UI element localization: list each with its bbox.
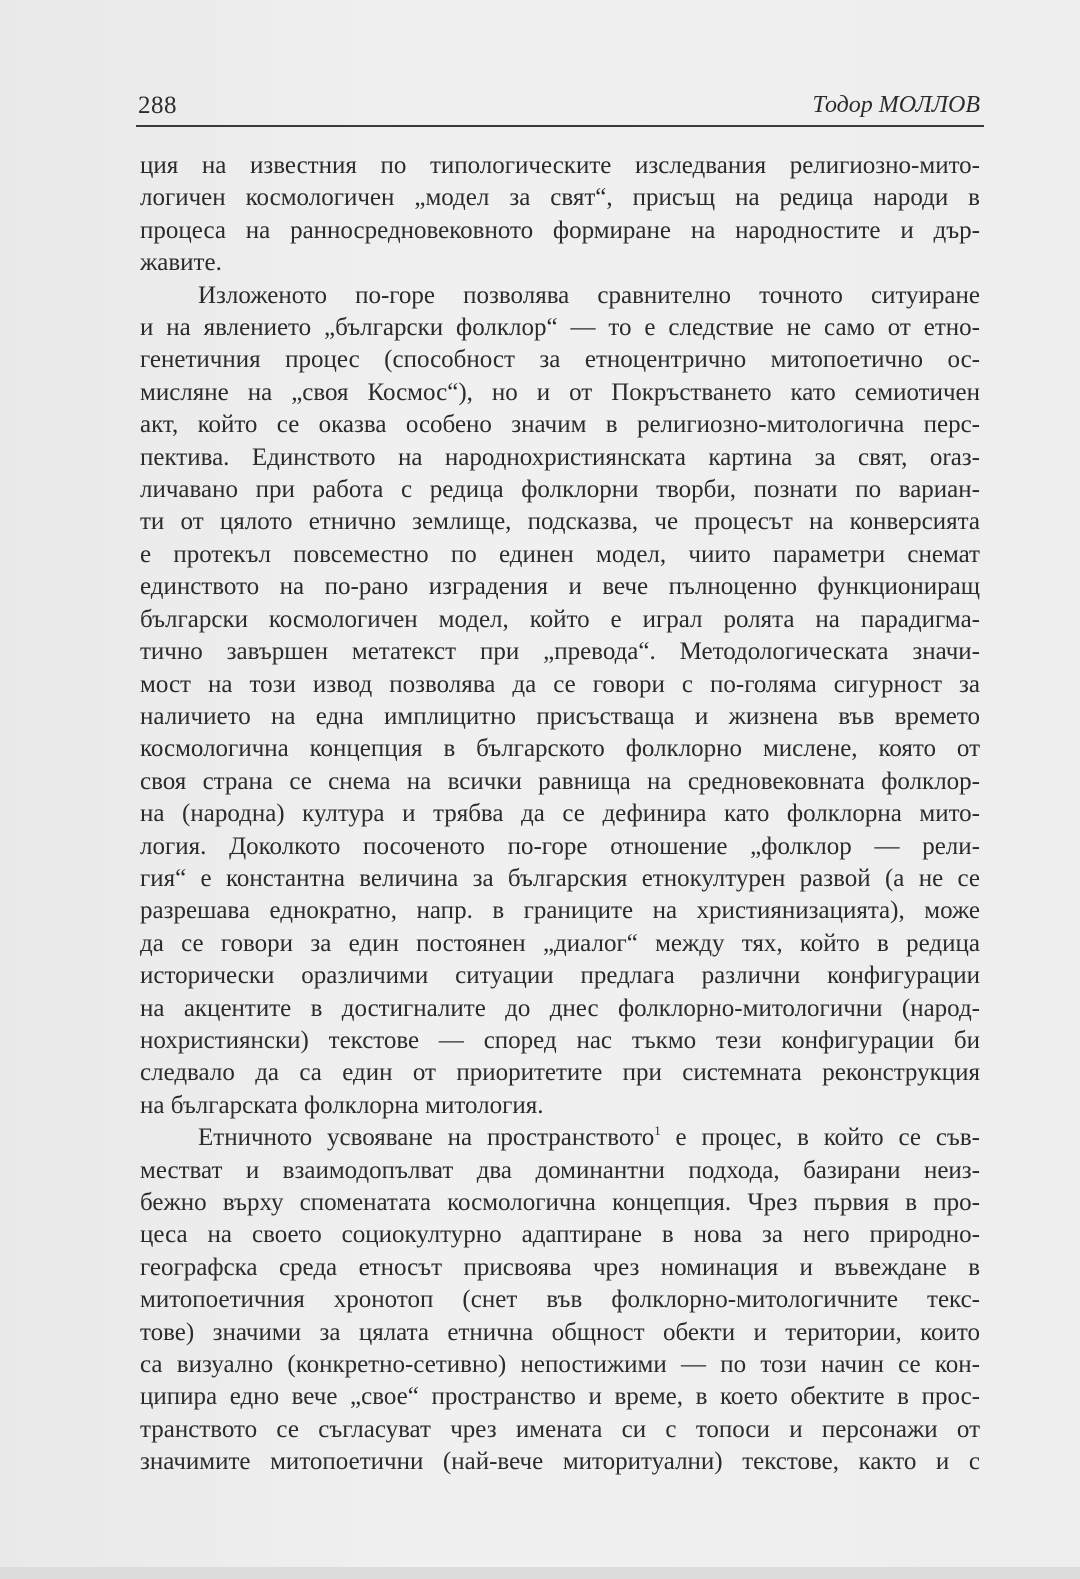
page-bottom-edge: [0, 1567, 1080, 1579]
text-line: географска среда етносът присвоява чрез номинация и въвеждане в: [140, 1253, 980, 1281]
text-line: са визуално (конкретно-сетивно) непостижими — по този начин се кон-: [140, 1351, 980, 1379]
text-line: на (народна) култура и трябва да се дефинира като фолклорна мито-: [140, 800, 980, 828]
text-line-content: Етничното усвояване на пространството: [198, 1124, 655, 1152]
text-line: български космологичен модел, който е играл ролята на парадигма-: [140, 605, 980, 633]
running-title: Тодор МОЛЛОВ: [812, 92, 980, 118]
text-line-content: е процес, в който се съв-: [675, 1124, 980, 1152]
page-number: 288: [138, 92, 177, 119]
text-line: ципира едно вече „свое“ пространство и време, в което обектите в прос-: [140, 1383, 980, 1411]
text-line: наличието на една имплицитно присъстваща и жизнена във времето: [140, 702, 980, 730]
text-line: акт, който се оказва особено значим в религиозно-митологична перс-: [140, 411, 980, 439]
text-line: транството се съгласуват чрез имената си с топоси и персонажи от: [140, 1415, 980, 1443]
header-rule: [136, 125, 984, 127]
text-line: логия. Доколкото посоченото по-горе отношение „фолклор — рели-: [140, 832, 980, 860]
text-line: [140, 1122, 980, 1154]
text-line: значимите митопоетични (най-вече миторитуални) текстове, както и с: [140, 1448, 980, 1476]
text-line: разрешава еднократно, напр. в границите на християнизацията), може: [140, 897, 980, 925]
text-line: да се говори за един постоянен „диалог“ между тях, който в редица: [140, 929, 980, 957]
text-line: генетичния процес (способност за етноцентрично митопоетично ос-: [140, 346, 980, 374]
text-line: мисляне на „своя Космос“), но и от Покръстването като семиотичен: [140, 378, 980, 406]
text-line: на българската фолклорна митология.: [140, 1091, 544, 1119]
text-line: [140, 280, 980, 312]
page-header: [136, 92, 984, 126]
text-line: мост на този извод позволява да се говори с по-голяма сигурност за: [140, 670, 980, 698]
text-line: цеса на своето социокултурно адаптиране в нова за него природно-: [140, 1221, 980, 1249]
text-line-content: Изложеното по-горе позволява сравнително точното ситуиране: [198, 281, 980, 309]
text-line: и на явлението „български фолклор“ — то е следствие не само от етно-: [140, 314, 980, 342]
text-line: тове) значими за цялата етнична общност обекти и територии, които: [140, 1318, 980, 1346]
text-line: жавите.: [140, 249, 222, 277]
text-line: бежно върху споменатата космологична концепция. Чрез първия в про-: [140, 1189, 980, 1216]
text-line: следвало да са един от приоритетите при системната реконструкция: [140, 1059, 980, 1087]
text-line: космологична концепция в българското фолклорно мислене, която от: [140, 735, 980, 763]
text-line: исторически оразличими ситуации предлага различни конфигурации: [140, 962, 980, 990]
text-line: личавано при работа с редица фолклорни творби, познати по вариан-: [140, 476, 980, 504]
text-line: митопоетичния хронотоп (снет във фолклорно-митологичните текс-: [140, 1286, 980, 1314]
body-text: [140, 150, 980, 1479]
text-line: тично завършен метатекст при „превода“. Методологическата значи-: [140, 638, 980, 666]
text-line: единството на по-рано изградения и вече пълноценно функциониращ: [140, 573, 980, 601]
text-line: местват и взаимодопълват два доминантни подхода, базирани неиз-: [140, 1156, 980, 1184]
text-line: гия“ е константна величина за българския етнокултурен развой (а не се: [140, 864, 980, 892]
text-line: логичен космологичен „модел за свят“, присъщ на редица народи в: [140, 184, 980, 212]
text-line: пектива. Единството на народнохристиянската картина за свят, оraз-: [140, 443, 980, 471]
text-line: на акцентите в достигналите до днес фолклорно-митологични (народ-: [140, 994, 980, 1022]
text-line: нохристиянски) текстове — според нас тъкмо тези конфигурации би: [140, 1026, 980, 1054]
text-line: е протекъл повсеместно по единен модел, чиито параметри снемат: [140, 540, 980, 568]
text-line: ти от цялото етнично землище, подсказва, че процесът на конверсията: [140, 508, 980, 536]
text-line: своя страна се снема на всички равнища на средновековната фолклор-: [140, 767, 980, 795]
text-line: процеса на ранносредновековното формиране на народностите и дър-: [140, 216, 980, 244]
footnote-marker: 1: [654, 1123, 661, 1139]
text-line: ция на известния по типологическите изследвания религиозно-мито-: [140, 152, 980, 179]
